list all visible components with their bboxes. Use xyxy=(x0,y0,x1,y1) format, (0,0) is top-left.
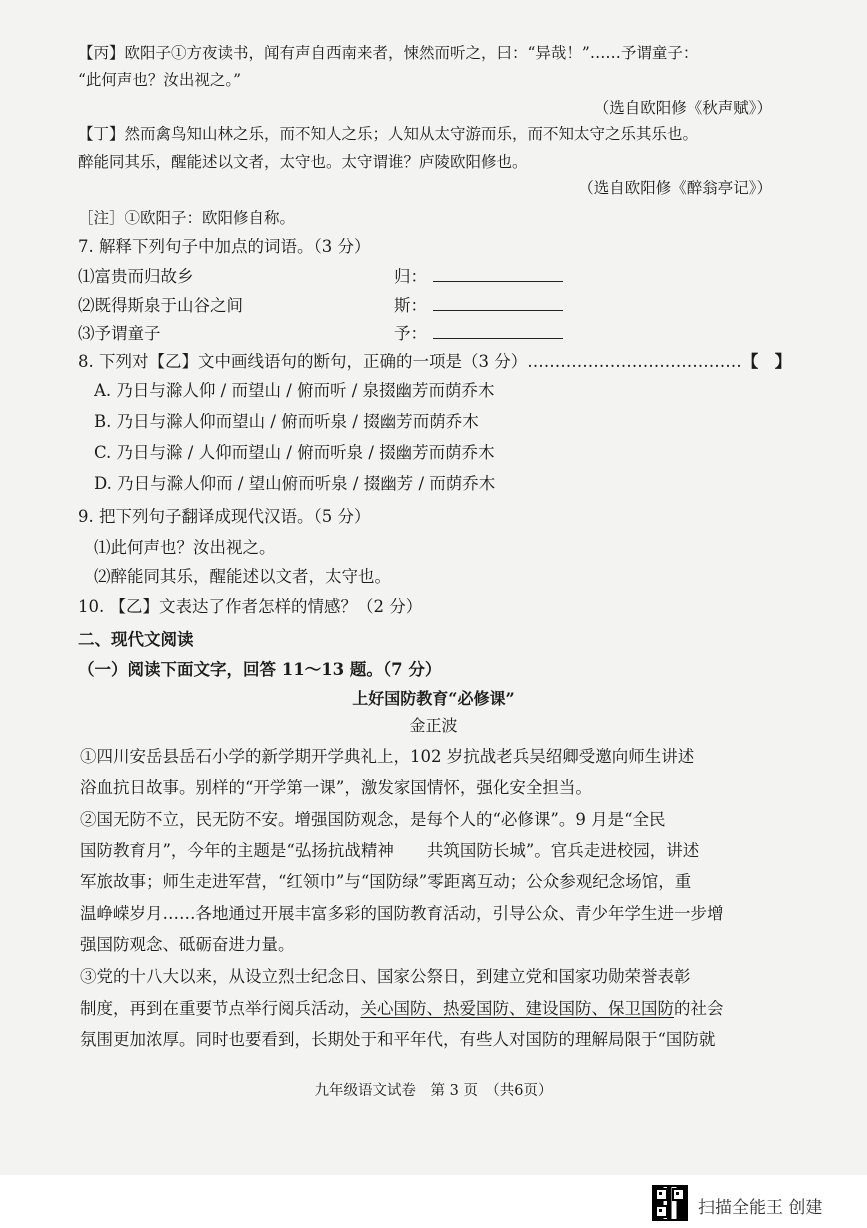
q8-option-c: C. 乃日与滁 / 人仰而望山 / 俯而听泉 / 掇幽芳而荫乔木 xyxy=(94,443,495,462)
q7-sentence: ⑴富贵而归故乡 xyxy=(78,267,194,286)
q7-answer-label: 斯： xyxy=(394,296,427,315)
article-line: 浴血抗日故事。别样的“开学第一课”，激发家国情怀，强化安全担当。 xyxy=(80,778,592,797)
q7-answer-field[interactable] xyxy=(394,324,563,344)
passage-ding-line1: 【丁】然而禽鸟知山林之乐，而不知人之乐；人知从太守游而乐，而不知太守之乐其乐也。 xyxy=(78,125,699,143)
question-7-item xyxy=(78,296,498,316)
answer-bracket[interactable]: 【 】 xyxy=(741,352,792,371)
q8-leader-dots: ………………………………… xyxy=(527,352,742,371)
q8-title-text: 8. 下列对【乙】文中画线语句的断句，正确的一项是（3 分） xyxy=(78,352,528,371)
question-7-item xyxy=(78,324,498,344)
article-line: 国防教育月”，今年的主题是“弘扬抗战精神 共筑国防长城”。官兵走进校园，讲述 xyxy=(80,841,700,860)
q7-sentence: ⑵既得斯泉于山谷之间 xyxy=(78,296,243,315)
passage-ding-line2: 醉能同其乐，醒能述以文者，太守也。太守谓谁？庐陵欧阳修也。 xyxy=(78,153,528,171)
question-7-item xyxy=(78,267,498,287)
article-line: 军旅故事；师生走进军营，“红领巾”与“国防绿”零距离互动；公众参观纪念场馆，重 xyxy=(80,872,692,891)
underlined-phrase: 关心国防、热爱国防、建设国防、保卫国防 xyxy=(360,999,674,1018)
article-line: 温峥嵘岁月……各地通过开展丰富多彩的国防教育活动，引导公众、青少年学生进一步增 xyxy=(80,904,724,923)
q7-answer-label: 归： xyxy=(394,267,427,286)
article-line xyxy=(80,999,724,1019)
article-line: ②国无防不立，民无防不安。增强国防观念，是每个人的“必修课”。9 月是“全民 xyxy=(80,810,666,829)
question-7-title: 7. 解释下列句子中加点的词语。（3 分） xyxy=(78,237,371,256)
question-9-title: 9. 把下列句子翻译成现代汉语。（5 分） xyxy=(78,507,371,526)
source-bing: （选自欧阳修《秋声赋》） xyxy=(593,99,772,117)
q7-answer-field[interactable] xyxy=(394,296,563,316)
question-8-title xyxy=(78,352,791,372)
passage-bing-line1: 【丙】欧阳子①方夜读书，闻有声自西南来者，悚然而听之，曰：“异哉！”……予谓童子： xyxy=(78,44,699,62)
q7-answer-field[interactable] xyxy=(394,267,563,287)
source-ding: （选自欧阳修《醉翁亭记》） xyxy=(578,179,772,197)
q8-option-d: D. 乃日与滁人仰而 / 望山俯而听泉 / 掇幽芳 / 而荫乔木 xyxy=(94,474,496,493)
article-line: 强国防观念、砥砺奋进力量。 xyxy=(80,935,295,954)
page-footer: 九年级语文试卷 第 3 页 （共6页） xyxy=(314,1083,553,1099)
article-title: 上好国防教育“必修课” xyxy=(352,689,515,708)
answer-blank[interactable] xyxy=(433,296,563,311)
article-author: 金正波 xyxy=(409,716,458,735)
subsection-heading: （一）阅读下面文字，回答 11～13 题。（7 分） xyxy=(78,660,442,679)
article-line: ③党的十八大以来，从设立烈士纪念日、国家公祭日，到建立党和国家功勋荣誉表彰 xyxy=(80,967,691,986)
q8-option-b: B. 乃日与滁人仰而望山 / 俯而听泉 / 掇幽芳而荫乔木 xyxy=(94,412,479,431)
question-10: 10. 【乙】文表达了作者怎样的情感？（2 分） xyxy=(78,597,423,616)
article-line: 氛围更加浓厚。同时也要看到，长期处于和平年代，有些人对国防的理解局限于“国防就 xyxy=(80,1030,716,1049)
qr-code-icon xyxy=(652,1185,688,1221)
q7-answer-label: 予： xyxy=(394,324,427,343)
q8-option-a: A. 乃日与滁人仰 / 而望山 / 俯而听 / 泉掇幽芳而荫乔木 xyxy=(94,381,495,400)
watermark-text: 扫描全能王 创建 xyxy=(698,1198,823,1218)
q9-item-1: ⑴此何声也？汝出视之。 xyxy=(94,538,276,557)
passage-bing-line2: “此何声也？汝出视之。” xyxy=(78,71,242,89)
q7-sentence: ⑶予谓童子 xyxy=(78,324,161,343)
q9-item-2: ⑵醉能同其乐，醒能述以文者，太守也。 xyxy=(94,567,391,586)
answer-blank[interactable] xyxy=(433,267,563,282)
article-text: 的社会 xyxy=(674,999,724,1018)
answer-blank[interactable] xyxy=(433,324,563,339)
annotation-note: ［注］①欧阳子：欧阳修自称。 xyxy=(78,209,296,227)
section-heading: 二、现代文阅读 xyxy=(78,630,194,649)
article-text: 制度，再到在重要节点举行阅兵活动， xyxy=(80,999,361,1018)
article-line: ①四川安岳县岳石小学的新学期开学典礼上，102 岁抗战老兵吴绍卿受邀向师生讲述 xyxy=(80,747,695,766)
